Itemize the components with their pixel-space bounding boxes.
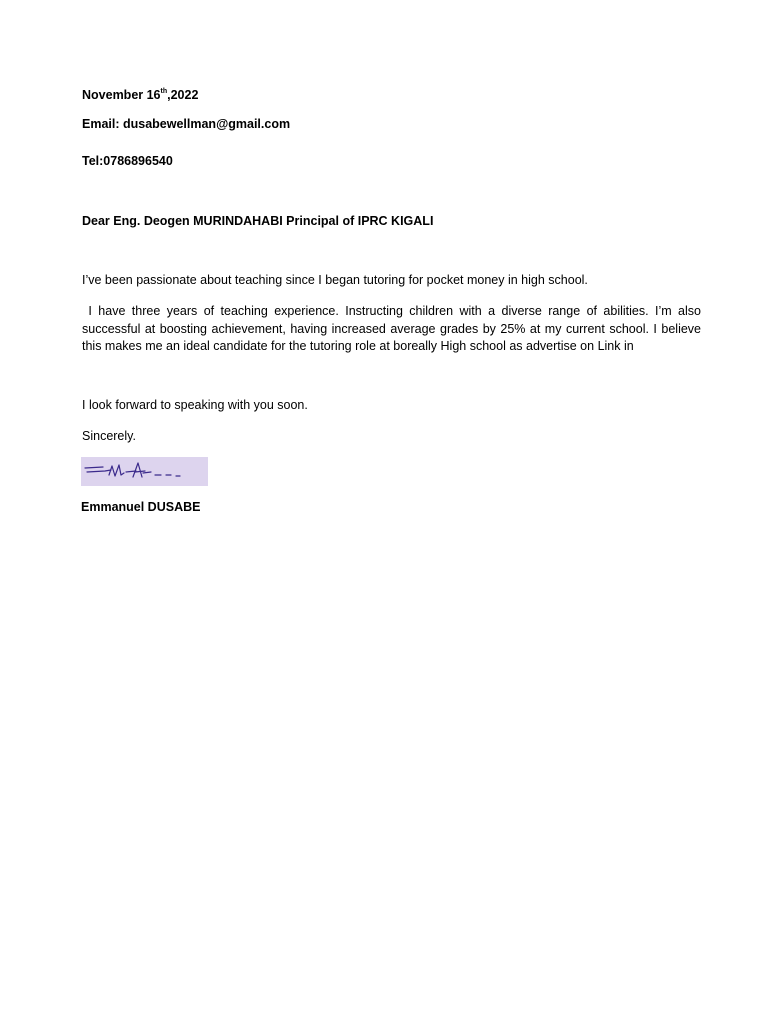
email-line: Email: dusabewellman@gmail.com [82, 117, 291, 131]
paragraph-line: this makes me an ideal candidate for the tutoring role at boreally High school as advertise on Link in [82, 339, 634, 353]
signature-image [81, 457, 208, 486]
paragraph-experience [82, 303, 701, 356]
sign-off: Sincerely. [82, 429, 136, 443]
letter-date: November 16th,2022 [82, 87, 199, 102]
salutation: Dear Eng. Deogen MURINDAHABI Principal of IPRC KIGALI [82, 214, 434, 228]
handwritten-signature-icon [81, 457, 208, 486]
paragraph-intro: I’ve been passionate about teaching since I began tutoring for pocket money in high school. [82, 273, 588, 287]
closing-line: I look forward to speaking with you soon. [82, 398, 308, 412]
telephone-line: Tel:0786896540 [82, 154, 173, 168]
paragraph-line: I have three years of teaching experience. Instructing children with a diverse range of abilities. I’m also [82, 304, 701, 318]
signer-name: Emmanuel DUSABE [81, 500, 201, 514]
paragraph-line: successful at boosting achievement, having increased average grades by 25% at my current school. I believe [82, 321, 701, 336]
